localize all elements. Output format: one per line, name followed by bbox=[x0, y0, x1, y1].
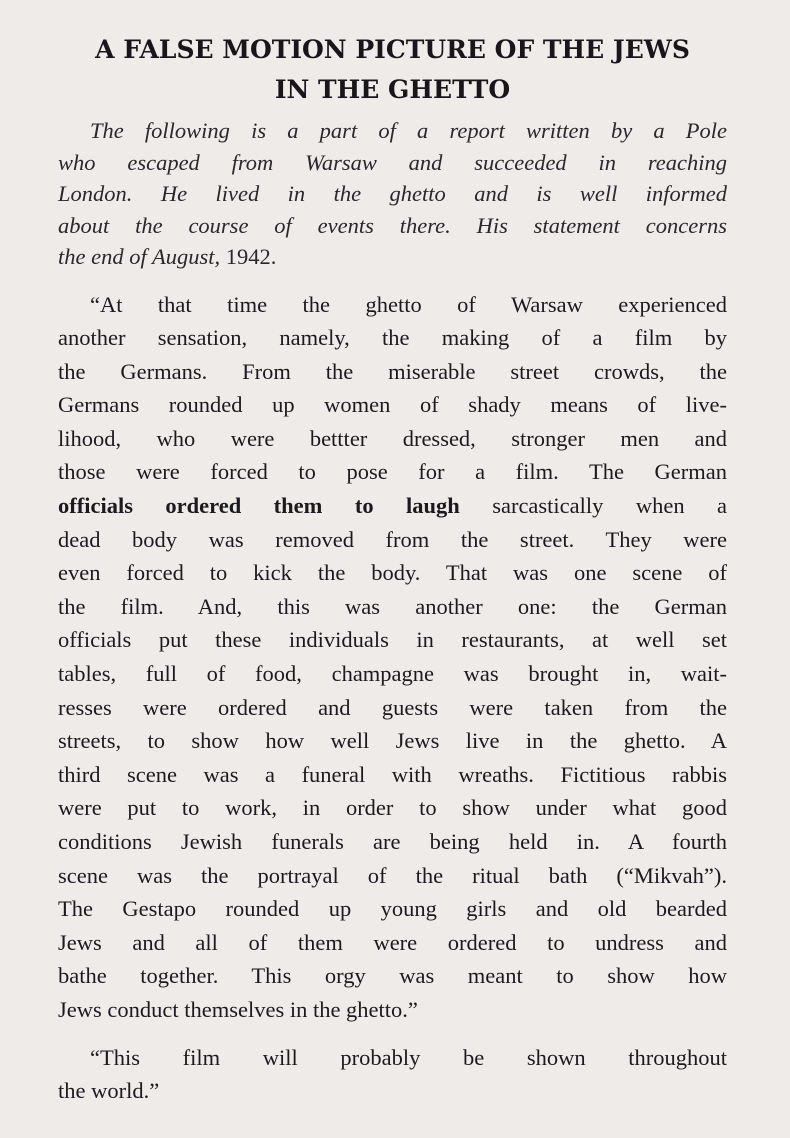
intro-line: The following is a part of a report written by a Pole bbox=[90, 118, 727, 143]
intro-paragraph bbox=[58, 115, 727, 273]
intro-line-last bbox=[58, 241, 727, 273]
body-line: resses were ordered and guests were taken from the bbox=[58, 694, 727, 720]
body-line-rest: sarcastically when a bbox=[459, 493, 727, 519]
body-line: tables, full of food, champagne was brought in, wait- bbox=[58, 661, 727, 687]
body-line: third scene was a funeral with wreaths. Fictitious rabbis bbox=[58, 761, 727, 787]
document-page bbox=[58, 30, 727, 1122]
title-line-2: IN THE GHETTO bbox=[274, 75, 511, 104]
body-line: were put to work, in order to show under what good bbox=[58, 795, 727, 821]
body-line: the film. And, this was another one: the German bbox=[58, 593, 727, 619]
body-line: the Germans. From the miserable street crowds, the bbox=[58, 358, 727, 384]
intro-date-prefix: the end of August, bbox=[58, 244, 226, 269]
title-line-1: A FALSE MOTION PICTURE OF THE JEWS bbox=[95, 35, 690, 64]
body-line: another sensation, namely, the making of a film by bbox=[58, 325, 727, 351]
body-line: those were forced to pose for a film. The German bbox=[58, 459, 727, 485]
body-line: “This film will probably be shown throughout bbox=[90, 1044, 727, 1070]
body-line: Jews and all of them were ordered to undress and bbox=[58, 929, 727, 955]
body-line: bathe together. This orgy was meant to show how bbox=[58, 963, 727, 989]
body-line: even forced to kick the body. That was one scene of bbox=[58, 560, 727, 586]
quote-paragraph-2 bbox=[58, 1041, 727, 1108]
body-line: officials put these individuals in restaurants, at well set bbox=[58, 627, 727, 653]
quote-paragraph-1 bbox=[58, 288, 727, 1027]
intro-line: who escaped from Warsaw and succeeded in reaching bbox=[58, 149, 727, 175]
body-line: “At that time the ghetto of Warsaw experienced bbox=[90, 291, 727, 317]
body-line: lihood, who were bettter dressed, stronger men and bbox=[58, 425, 727, 451]
body-line: Germans rounded up women of shady means of live- bbox=[58, 392, 727, 418]
body-line: Jews conduct themselves in the ghetto.” bbox=[58, 996, 418, 1022]
body-line: streets, to show how well Jews live in the ghetto. A bbox=[58, 728, 727, 754]
body-line bbox=[58, 489, 727, 523]
page-title bbox=[58, 30, 727, 110]
intro-line: London. He lived in the ghetto and is well informed bbox=[58, 181, 727, 206]
body-line: the world.” bbox=[58, 1078, 160, 1104]
intro-line: about the course of events there. His statement concerns bbox=[58, 212, 727, 238]
bold-phrase: officials ordered them to laugh bbox=[58, 493, 460, 519]
body-line: conditions Jewish funerals are being held in. A fourth bbox=[58, 829, 727, 854]
body-line: scene was the portrayal of the ritual bath (“Mikvah”). bbox=[58, 862, 727, 888]
intro-year: 1942. bbox=[225, 244, 277, 269]
body-line: dead body was removed from the street. They were bbox=[58, 526, 727, 552]
body-line: The Gestapo rounded up young girls and old bearded bbox=[58, 896, 727, 922]
